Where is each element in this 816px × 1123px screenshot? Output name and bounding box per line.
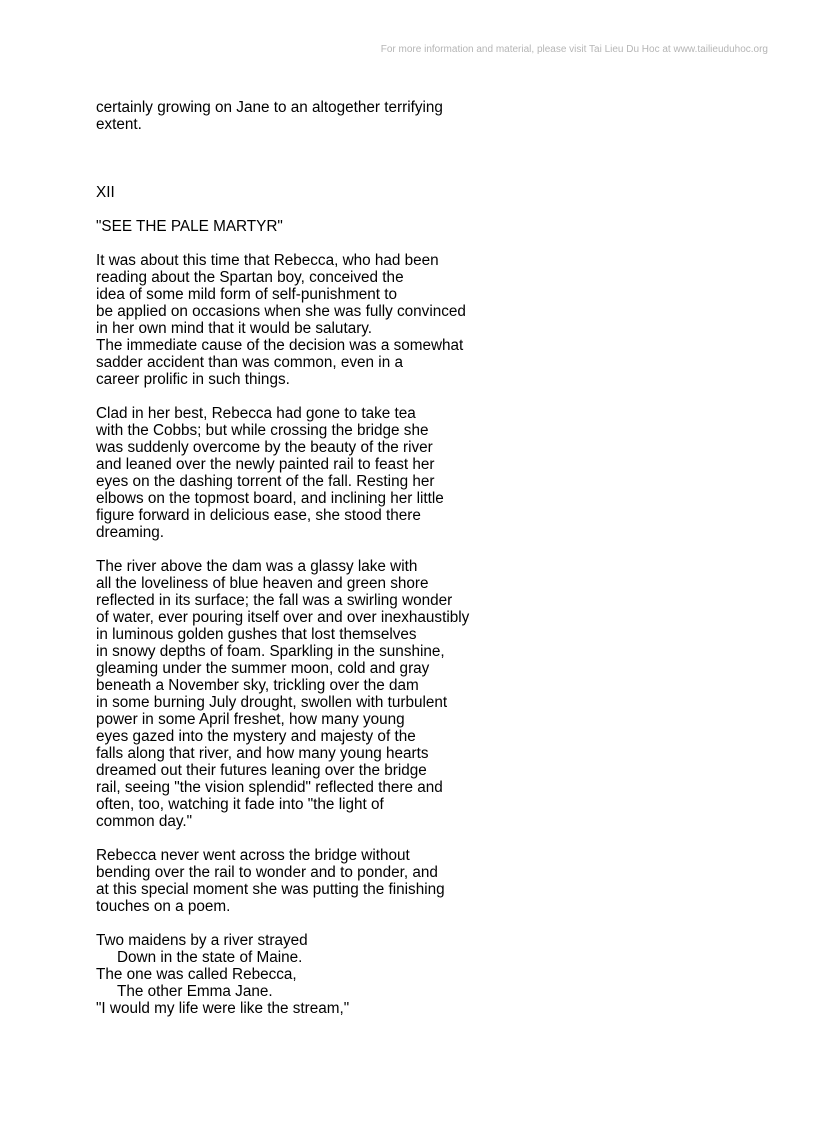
paragraph-3 xyxy=(96,558,776,830)
text-line: The river above the dam was a glassy lake with xyxy=(96,558,418,575)
poem-line: The one was called Rebecca, xyxy=(96,966,297,983)
text-line: at this special moment she was putting the finishing xyxy=(96,881,445,898)
poem-line: Two maidens by a river strayed xyxy=(96,932,308,949)
text-line: dreamed out their futures leaning over the bridge xyxy=(96,762,427,779)
intro-paragraph xyxy=(96,99,776,133)
text-line: career prolific in such things. xyxy=(96,371,290,388)
text-line: dreaming. xyxy=(96,524,165,541)
text-line: in snowy depths of foam. Sparkling in the sunshine, xyxy=(96,643,445,660)
poem-line-indented: Down in the state of Maine. xyxy=(117,949,303,966)
text-line: touches on a poem. xyxy=(96,898,231,915)
text-line: reflected in its surface; the fall was a swirling wonder xyxy=(96,592,453,609)
poem-line: "I would my life were like the stream," xyxy=(96,1000,350,1017)
text-line: falls along that river, and how many young hearts xyxy=(96,745,429,762)
poem-line-indented: The other Emma Jane. xyxy=(117,983,273,1000)
text-line: idea of some mild form of self-punishment to xyxy=(96,286,397,303)
paragraph-1 xyxy=(96,252,776,388)
chapter-title: "SEE THE PALE MARTYR" xyxy=(96,218,283,235)
text-line: sadder accident than was common, even in a xyxy=(96,354,403,371)
text-line: often, too, watching it fade into "the light of xyxy=(96,796,384,813)
text-line: extent. xyxy=(96,116,142,133)
text-line: reading about the Spartan boy, conceived the xyxy=(96,269,404,286)
text-line: gleaming under the summer moon, cold and gray xyxy=(96,660,430,677)
text-line: bending over the rail to wonder and to ponder, and xyxy=(96,864,438,881)
text-line: all the loveliness of blue heaven and green shore xyxy=(96,575,429,592)
text-line: be applied on occasions when she was fully convinced xyxy=(96,303,466,320)
page-body xyxy=(96,99,776,1017)
text-line: was suddenly overcome by the beauty of the river xyxy=(96,439,433,456)
text-line: The immediate cause of the decision was a somewhat xyxy=(96,337,464,354)
text-line: in her own mind that it would be salutary. xyxy=(96,320,373,337)
text-line: figure forward in delicious ease, she stood there xyxy=(96,507,421,524)
chapter-number: XII xyxy=(96,184,115,201)
text-line: It was about this time that Rebecca, who had been xyxy=(96,252,439,269)
poem xyxy=(96,932,776,1017)
paragraph-4 xyxy=(96,847,776,915)
text-line: Clad in her best, Rebecca had gone to take tea xyxy=(96,405,416,422)
text-line: power in some April freshet, how many young xyxy=(96,711,405,728)
text-line: in luminous golden gushes that lost themselves xyxy=(96,626,417,643)
text-line: of water, ever pouring itself over and over inexhaustibly xyxy=(96,609,470,626)
text-line: and leaned over the newly painted rail to feast her xyxy=(96,456,435,473)
header-source-note: For more information and material, please visit Tai Lieu Du Hoc at www.tailieuduhoc.org xyxy=(380,44,768,55)
text-line: in some burning July drought, swollen with turbulent xyxy=(96,694,448,711)
text-line: eyes gazed into the mystery and majesty of the xyxy=(96,728,416,745)
text-line: common day." xyxy=(96,813,193,830)
text-line: certainly growing on Jane to an altogether terrifying xyxy=(96,99,443,116)
text-line: rail, seeing "the vision splendid" reflected there and xyxy=(96,779,443,796)
text-line: eyes on the dashing torrent of the fall. Resting her xyxy=(96,473,435,490)
paragraph-2 xyxy=(96,405,776,541)
text-line: elbows on the topmost board, and inclining her little xyxy=(96,490,444,507)
text-line: with the Cobbs; but while crossing the bridge she xyxy=(96,422,429,439)
text-line: Rebecca never went across the bridge without xyxy=(96,847,410,864)
text-line: beneath a November sky, trickling over the dam xyxy=(96,677,419,694)
